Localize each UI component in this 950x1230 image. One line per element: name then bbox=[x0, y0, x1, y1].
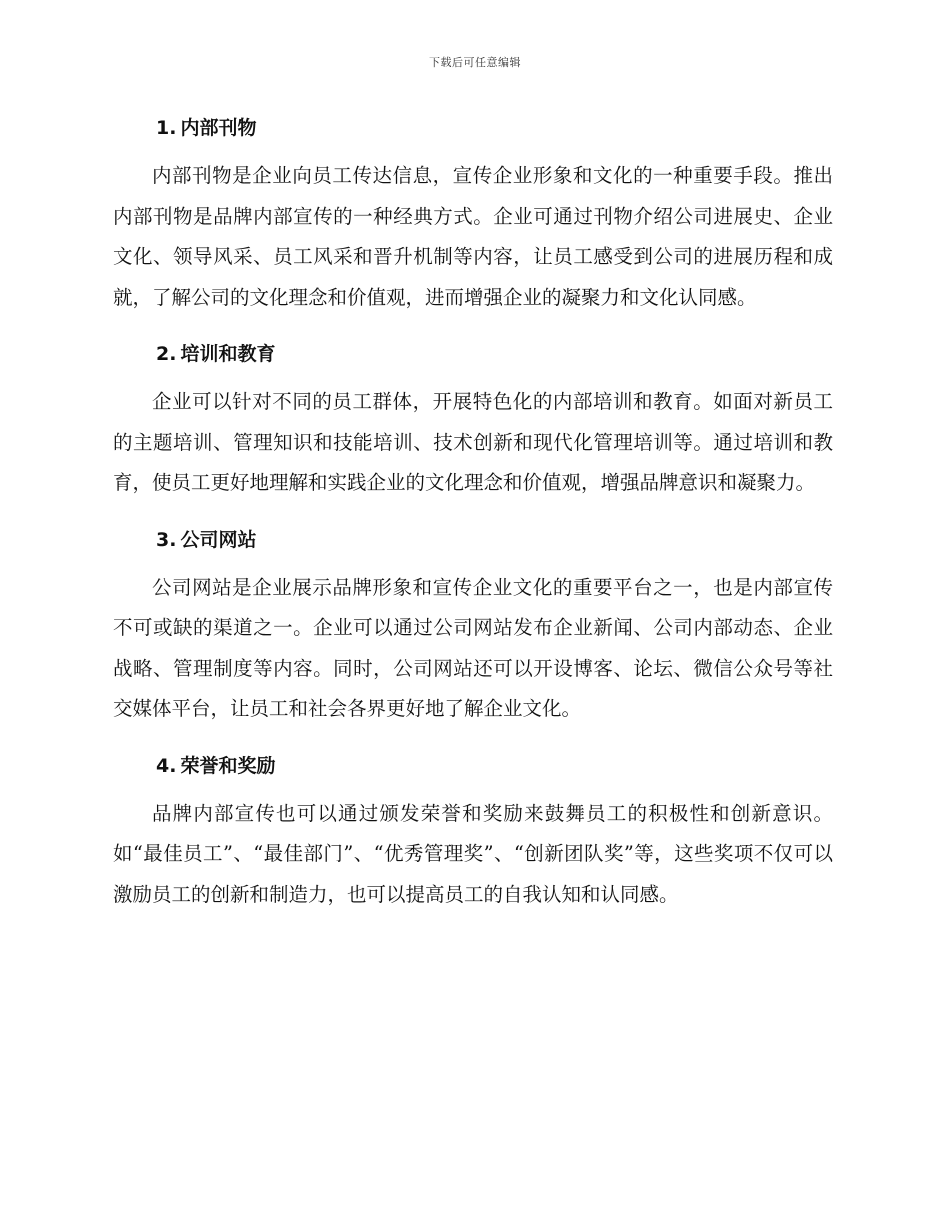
section-paragraph: 公司网站是企业展示品牌形象和宣传企业文化的重要平台之一，也是内部宣传不可或缺的渠道之一。企业可以通过公司网站发布企业新闻、公司内部动态、企业战略、管理制度等内容。同时，公司网站还可以开设博客、论坛、微信公众号等社交媒体平台，让员工和社会各界更好地了解企业文化。 bbox=[113, 575, 833, 720]
section-title: 内部刊物 bbox=[180, 117, 257, 139]
section-heading bbox=[113, 334, 833, 374]
section-number: 1. bbox=[156, 117, 177, 139]
document-body bbox=[113, 108, 833, 931]
section-title: 培训和教育 bbox=[180, 343, 276, 365]
section-paragraph: 企业可以针对不同的员工群体，开展特色化的内部培训和教育。如面对新员工的主题培训、管理知识和技能培训、技术创新和现代化管理培训等。通过培训和教育，使员工更好地理解和实践企业的文化理念和价值观，增强品牌意识和凝聚力。 bbox=[113, 390, 833, 494]
section-company-website bbox=[113, 520, 833, 730]
section-title: 荣誉和奖励 bbox=[180, 754, 276, 777]
section-honors-awards bbox=[113, 746, 833, 916]
section-internal-publication bbox=[113, 108, 833, 318]
section-title: 公司网站 bbox=[180, 528, 257, 551]
section-heading bbox=[113, 746, 833, 786]
page-header: 下载后可任意编辑 bbox=[429, 56, 521, 69]
section-paragraph: 品牌内部宣传也可以通过颁发荣誉和奖励来鼓舞员工的积极性和创新意识。如“最佳员工”、“最佳部门”、“优秀管理奖”、“创新团队奖”等，这些奖项不仅可以激励员工的创新和制造力，也可以提高员工的自我认知和认同感。 bbox=[113, 801, 833, 906]
section-number: 4. bbox=[156, 754, 177, 777]
section-number: 3. bbox=[156, 528, 177, 551]
section-paragraph: 内部刊物是企业向员工传达信息，宣传企业形象和文化的一种重要手段。推出内部刊物是品牌内部宣传的一种经典方式。企业可通过刊物介绍公司进展史、企业文化、领导风采、员工风采和晋升机制等内容，让员工感受到公司的进展历程和成就，了解公司的文化理念和价值观，进而增强企业的凝聚力和文化认同感。 bbox=[113, 164, 833, 309]
section-heading bbox=[113, 520, 833, 560]
section-training-education bbox=[113, 334, 833, 504]
section-heading bbox=[113, 108, 833, 148]
section-number: 2. bbox=[156, 343, 177, 365]
